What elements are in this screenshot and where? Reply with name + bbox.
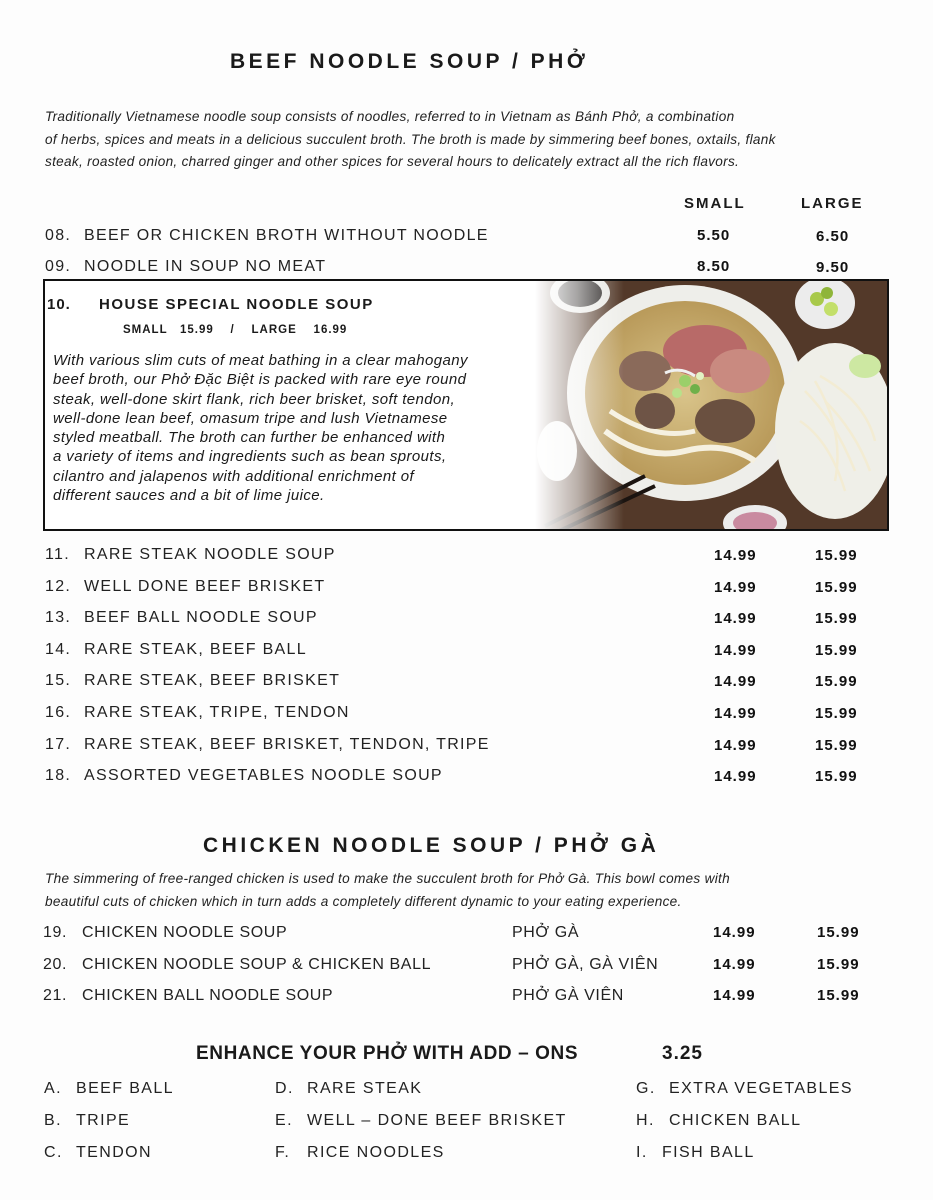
- chicken-intro-line: beautiful cuts of chicken which in turn adds a completely different dynamic to your eating experience.: [45, 893, 682, 909]
- item-price-large: 15.99: [817, 956, 860, 973]
- item-number: 18.: [45, 767, 72, 784]
- addon-name: TRIPE: [76, 1112, 131, 1129]
- col-large-header: LARGE: [801, 195, 864, 212]
- item-viet-name: PHỞ GÀ, GÀ VIÊN: [512, 956, 659, 973]
- item-viet-name: PHỞ GÀ VIÊN: [512, 987, 624, 1004]
- chicken-section-title: CHICKEN NOODLE SOUP / PHỞ GÀ: [203, 834, 660, 857]
- item-price-small: 8.50: [697, 258, 731, 275]
- col-small-header: SMALL: [684, 195, 746, 212]
- item-price-small: 14.99: [714, 579, 757, 596]
- item-price-large: 15.99: [815, 610, 858, 627]
- item-name: RARE STEAK, BEEF BRISKET, TENDON, TRIPE: [84, 736, 490, 753]
- special-description: [53, 351, 543, 505]
- addon-letter: I.: [636, 1144, 648, 1161]
- beef-intro-line: steak, roasted onion, charred ginger and other spices for several hours to delicately extract all the rich flavors.: [45, 154, 740, 169]
- item-name: NOODLE IN SOUP NO MEAT: [84, 258, 327, 275]
- addons-title: ENHANCE YOUR PHỞ WITH ADD – ONS: [196, 1043, 579, 1064]
- item-name: RARE STEAK, BEEF BRISKET: [84, 672, 341, 689]
- addon-name: EXTRA VEGETABLES: [669, 1080, 853, 1097]
- item-price-small: 14.99: [714, 610, 757, 627]
- addon-name: CHICKEN BALL: [669, 1112, 802, 1129]
- special-desc-line: a variety of items and ingredients such as bean sprouts,: [53, 448, 447, 466]
- item-price-large: 15.99: [815, 705, 858, 722]
- addon-letter: D.: [275, 1080, 294, 1097]
- item-number: 16.: [45, 704, 72, 721]
- special-desc-line: different sauces and a bit of lime juice.: [53, 487, 325, 505]
- item-price-small: 5.50: [697, 227, 731, 244]
- item-name: CHICKEN NOODLE SOUP: [82, 924, 288, 941]
- item-viet-name: PHỞ GÀ: [512, 924, 580, 941]
- chicken-intro: [45, 868, 905, 913]
- item-number: 08.: [45, 227, 72, 244]
- pho-bowl-photo: [535, 281, 889, 531]
- beef-section-title: BEEF NOODLE SOUP / PHỞ: [230, 50, 589, 73]
- addons-price: 3.25: [662, 1043, 703, 1064]
- item-price-small: 14.99: [714, 705, 757, 722]
- special-number: 10.: [47, 296, 71, 313]
- item-number: 19.: [43, 924, 68, 941]
- item-price-large: 15.99: [815, 642, 858, 659]
- special-name: HOUSE SPECIAL NOODLE SOUP: [99, 296, 374, 313]
- item-price-large: 15.99: [817, 924, 860, 941]
- item-price-small: 14.99: [714, 642, 757, 659]
- item-price-small: 14.99: [714, 737, 757, 754]
- addon-letter: H.: [636, 1112, 655, 1129]
- addon-letter: C.: [44, 1144, 63, 1161]
- special-desc-line: steak, well-done skirt flank, rich beer brisket, soft tendon,: [53, 390, 456, 408]
- item-number: 15.: [45, 672, 72, 689]
- beef-intro: [45, 106, 905, 174]
- item-price-small: 14.99: [714, 547, 757, 564]
- addon-letter: G.: [636, 1080, 656, 1097]
- item-price-large: 9.50: [816, 259, 850, 276]
- item-price-small: 14.99: [713, 924, 756, 941]
- addon-name: BEEF BALL: [76, 1080, 174, 1097]
- item-number: 20.: [43, 956, 68, 973]
- addon-name: RICE NOODLES: [307, 1144, 445, 1161]
- item-price-small: 14.99: [713, 956, 756, 973]
- addon-name: TENDON: [76, 1144, 152, 1161]
- item-price-large: 15.99: [815, 768, 858, 785]
- item-number: 14.: [45, 641, 72, 658]
- item-price-small: 14.99: [713, 987, 756, 1004]
- chicken-intro-line: The simmering of free-ranged chicken is used to make the succulent broth for Phở Gà. This bowl comes with: [45, 871, 730, 886]
- item-name: WELL DONE BEEF BRISKET: [84, 578, 326, 595]
- special-desc-line: beef broth, our Phở Đặc Biệt is packed with rare eye round: [53, 371, 467, 389]
- house-special-box: [43, 279, 889, 531]
- item-name: ASSORTED VEGETABLES NOODLE SOUP: [84, 767, 443, 784]
- item-number: 13.: [45, 609, 72, 626]
- item-price-large: 15.99: [815, 579, 858, 596]
- item-number: 21.: [43, 987, 68, 1004]
- item-number: 17.: [45, 736, 72, 753]
- item-number: 09.: [45, 258, 72, 275]
- item-price-large: 15.99: [815, 673, 858, 690]
- addon-letter: E.: [275, 1112, 293, 1129]
- beef-intro-line: Traditionally Vietnamese noodle soup consists of noodles, referred to in Vietnam as Bánh Phở, a combination: [45, 109, 735, 124]
- item-name: BEEF BALL NOODLE SOUP: [84, 609, 318, 626]
- item-price-large: 15.99: [815, 737, 858, 754]
- item-number: 11.: [45, 546, 70, 563]
- beef-intro-line: of herbs, spices and meats in a delicious succulent broth. The broth is made by simmering beef bones, oxtails, flank: [45, 131, 776, 147]
- item-price-large: 15.99: [817, 987, 860, 1004]
- item-name: RARE STEAK, BEEF BALL: [84, 641, 307, 658]
- addon-letter: F.: [275, 1144, 291, 1161]
- item-price-small: 14.99: [714, 673, 757, 690]
- item-number: 12.: [45, 578, 72, 595]
- item-price-large: 15.99: [815, 547, 858, 564]
- special-desc-line: cilantro and jalapenos with additional enrichment of: [53, 467, 415, 485]
- special-prices: SMALL 15.99 / LARGE 16.99: [123, 324, 348, 336]
- special-desc-line: With various slim cuts of meat bathing in a clear mahogany: [53, 352, 468, 369]
- special-desc-line: styled meatball. The broth can further be enhanced with: [53, 429, 446, 447]
- addon-name: WELL – DONE BEEF BRISKET: [307, 1112, 567, 1129]
- addon-name: FISH BALL: [662, 1144, 755, 1161]
- item-price-large: 6.50: [816, 228, 850, 245]
- item-name: RARE STEAK NOODLE SOUP: [84, 546, 336, 563]
- item-name: CHICKEN BALL NOODLE SOUP: [82, 987, 334, 1004]
- item-name: CHICKEN NOODLE SOUP & CHICKEN BALL: [82, 956, 432, 973]
- addon-letter: A.: [44, 1080, 62, 1097]
- item-name: RARE STEAK, TRIPE, TENDON: [84, 704, 350, 721]
- addon-name: RARE STEAK: [307, 1080, 423, 1097]
- item-price-small: 14.99: [714, 768, 757, 785]
- special-desc-line: well-done lean beef, omasum tripe and lush Vietnamese: [53, 409, 448, 427]
- item-name: BEEF OR CHICKEN BROTH WITHOUT NOODLE: [84, 227, 489, 244]
- addon-letter: B.: [44, 1112, 62, 1129]
